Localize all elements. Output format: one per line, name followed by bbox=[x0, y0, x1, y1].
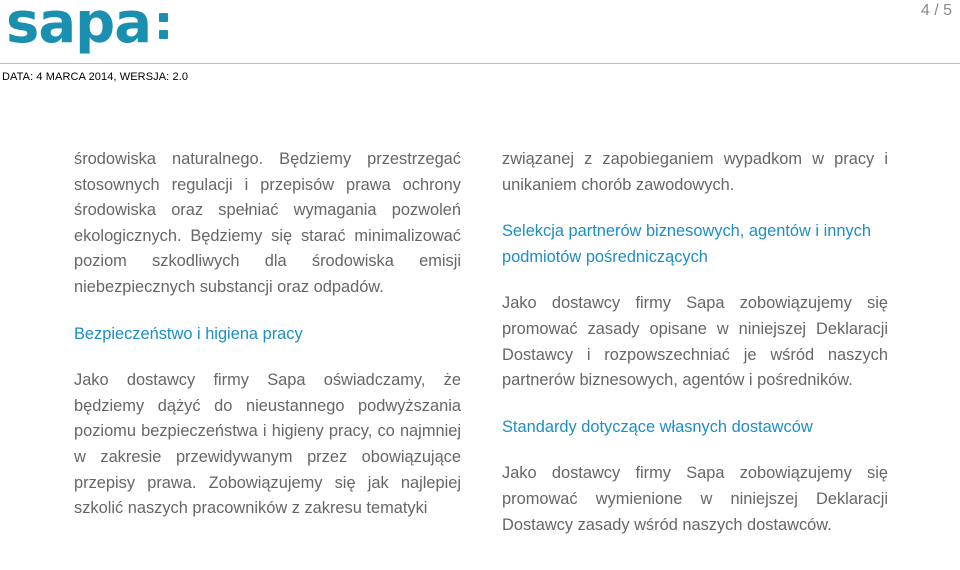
logo-colon-icon bbox=[159, 13, 168, 39]
section-heading-health-safety: Bezpieczeństwo i higiena pracy bbox=[74, 324, 303, 343]
left-paragraph-1: środowiska naturalnego. Będziemy przestrzegać stosownych regulacji i przepisów prawa ochrony środowiska oraz spełniać wymagania pozwoleń ekologicznych. Będziemy się starać minimalizować poziom szkodliwych dla środowiska emisji niebezpiecznych substancji oraz odpadów. bbox=[74, 150, 461, 296]
page-number: 4 / 5 bbox=[920, 2, 952, 19]
right-paragraph-3: Jako dostawcy firmy Sapa zobowiązujemy się promować wymienione w niniejszej Deklaracji Dostawcy zasady wśród naszych dostawców. bbox=[502, 464, 888, 534]
date-version: DATA: 4 MARCA 2014, WERSJA: 2.0 bbox=[2, 71, 189, 83]
right-paragraph-1: związanej z zapobieganiem wypadkom w pracy i unikaniem chorób zawodowych. bbox=[502, 150, 888, 194]
right-paragraph-2: Jako dostawcy firmy Sapa zobowiązujemy się promować zasady opisane w niniejszej Deklaracji Dostawcy i rozpowszechniać je wśród naszych partnerów biznesowych, agentów i pośredników. bbox=[502, 294, 888, 390]
right-column bbox=[502, 147, 888, 538]
sapa-logo bbox=[6, 0, 168, 56]
section-heading-partner-selection: Selekcja partnerów biznesowych, agentów i innych podmiotów pośredniczących bbox=[502, 222, 871, 266]
left-column bbox=[74, 147, 461, 522]
section-heading-supplier-standards: Standardy dotyczące własnych dostawców bbox=[502, 417, 813, 436]
left-paragraph-2: Jako dostawcy firmy Sapa oświadczamy, że będziemy dążyć do nieustannego podwyższania poziomu bezpieczeństwa i higieny pracy, co najmniej w zakresie przewidywanym przez obowiązujące przepisy prawa. Zobowiązujemy się jak najlepiej szkolić naszych pracowników z zakresu tematyki bbox=[74, 371, 461, 518]
logo-text: sapa bbox=[6, 0, 151, 56]
header-divider bbox=[0, 63, 960, 64]
